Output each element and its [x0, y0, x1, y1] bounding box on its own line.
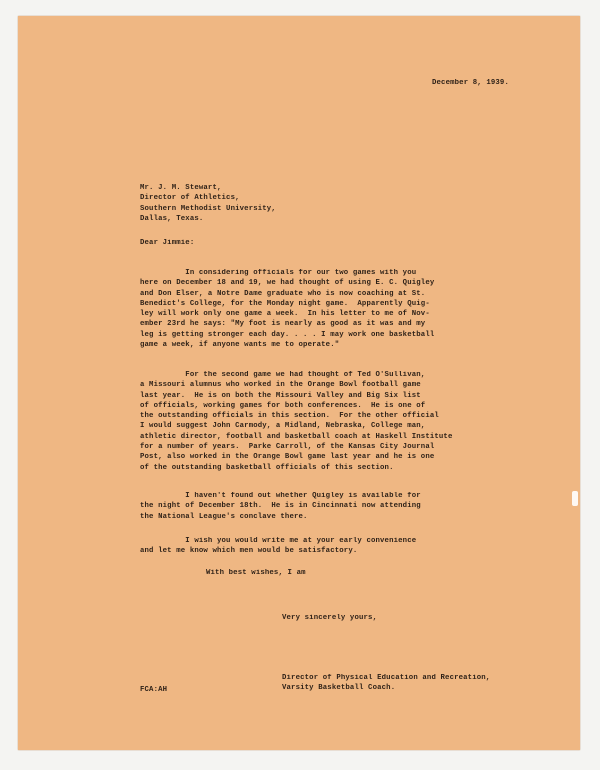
signature-title: Director of Physical Education and Recreation, Varsity Basketball Coach. [282, 674, 491, 693]
closing-wishes: With best wishes, I am [206, 569, 306, 577]
salutation: Dear Jimmie: [140, 239, 195, 247]
body-paragraph-3: I haven't found out whether Quigley is available for the night of December 18th. He is in Cincinnati now attending the National League's conclave there. [140, 492, 421, 521]
complimentary-close: Very sincerely yours, [282, 614, 378, 622]
letter-date: December 8, 1939. [432, 79, 509, 87]
paper-blemish [572, 491, 578, 506]
body-paragraph-4: I wish you would write me at your early convenience and let me know which men would be satisfactory. [140, 537, 417, 556]
body-paragraph-1: In considering officials for our two games with you here on December 18 and 19, we had thought of using E. C. Quigley and Don Elser, a Notre Dame graduate who is now coaching at St. Benedict's College, for the Monday night game. Apparently Quig- ley will work only one game a week. In his letter to me of Nov- ember 23rd he says: "My foot is nearly as good as it was and my leg is getting stronger each day. . . . I may work one basketball game a week, if anyone wants me to operate." [140, 269, 435, 350]
body-paragraph-2: For the second game we had thought of Ted O'Sullivan, a Missouri alumnus who worked in the Orange Bowl football game last year. He is on both the Missouri Valley and Big Six list of officials, working games for both conferences. He is one of the outstanding officials in this section. For the other official I would suggest John Carmody, a Midland, Nebraska, College man, athletic director, football and basketball coach at Haskell Institute for a number of years. Parke Carroll, of the Kansas City Journal Post, also worked in the Orange Bowl game last year and he is one of the outstanding basketball officials of this section. [140, 371, 453, 472]
recipient-address: Mr. J. M. Stewart, Director of Athletics, Southern Methodist University, Dallas, Texas. [140, 184, 276, 223]
reference-initials: FCA:AH [140, 686, 168, 694]
